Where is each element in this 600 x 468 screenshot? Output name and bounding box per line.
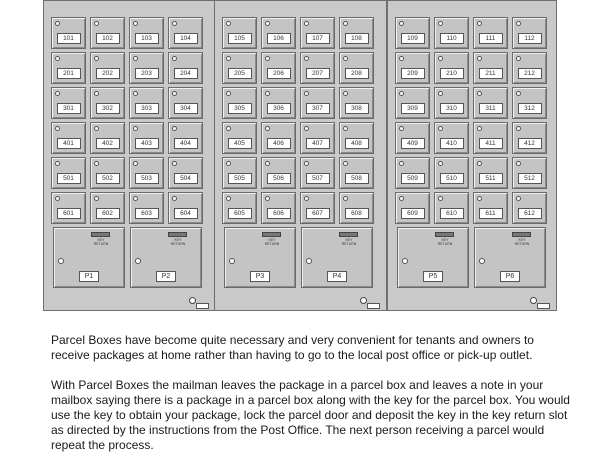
mailbox-door — [300, 87, 335, 119]
parcel-number: P3 — [250, 271, 270, 282]
master-lock-icon — [530, 297, 537, 304]
lock-icon — [226, 56, 231, 61]
mailbox-door — [51, 157, 86, 189]
lock-icon — [304, 21, 309, 26]
mailbox-panel — [214, 0, 387, 311]
mailbox-door — [339, 52, 374, 84]
lock-icon — [516, 126, 521, 131]
mailbox-number: 601 — [57, 208, 81, 219]
lock-icon — [343, 161, 348, 166]
mailbox-number: 308 — [345, 103, 369, 114]
lock-icon — [402, 258, 408, 264]
mailbox-number: 208 — [345, 68, 369, 79]
master-lock-icon — [360, 297, 367, 304]
lock-icon — [172, 21, 177, 26]
lock-icon — [477, 21, 482, 26]
mailbox-door — [222, 157, 257, 189]
lock-icon — [438, 21, 443, 26]
lock-icon — [477, 91, 482, 96]
lock-icon — [438, 126, 443, 131]
parcel-number: P1 — [79, 271, 99, 282]
mailbox-door — [90, 122, 125, 154]
lock-icon — [265, 56, 270, 61]
mailbox-panel — [43, 0, 216, 311]
description — [51, 333, 571, 468]
mailbox-number: 409 — [401, 138, 425, 149]
lock-icon — [516, 21, 521, 26]
key-slot-icon — [339, 232, 358, 237]
mailbox-door — [300, 122, 335, 154]
lock-icon — [477, 161, 482, 166]
lock-icon — [172, 91, 177, 96]
mailbox-door — [512, 157, 547, 189]
mailbox-number: 309 — [401, 103, 425, 114]
lock-icon — [399, 161, 404, 166]
key-return-label: KEY RETURN — [437, 238, 453, 246]
mailbox-number: 101 — [57, 33, 81, 44]
mailbox-number: 311 — [479, 103, 503, 114]
lock-icon — [94, 196, 99, 201]
mailbox-door — [512, 52, 547, 84]
lock-icon — [226, 21, 231, 26]
mailbox-door — [300, 52, 335, 84]
mailbox-door — [129, 157, 164, 189]
lock-icon — [477, 126, 482, 131]
lock-icon — [133, 161, 138, 166]
mailbox-door — [473, 87, 508, 119]
key-slot-icon — [168, 232, 187, 237]
mailbox-number: 212 — [518, 68, 542, 79]
lock-icon — [399, 91, 404, 96]
mailbox-door — [51, 122, 86, 154]
mailbox-number: 111 — [479, 33, 503, 44]
lock-icon — [94, 21, 99, 26]
lock-icon — [172, 161, 177, 166]
lock-icon — [343, 91, 348, 96]
lock-icon — [226, 91, 231, 96]
description-paragraph-1: Parcel Boxes have become quite necessary and very convenient for tenants and owners to receive packages at home rather than having to go to the local post office or pick-up outlet. — [51, 333, 534, 362]
mailbox-number: 502 — [96, 173, 120, 184]
mailbox-number: 301 — [57, 103, 81, 114]
mailbox-number: 602 — [96, 208, 120, 219]
lock-icon — [94, 126, 99, 131]
parcel-number: P4 — [327, 271, 347, 282]
key-return-label: KEY RETURN — [264, 238, 280, 246]
mailbox-number: 611 — [479, 208, 503, 219]
mailbox-door — [339, 157, 374, 189]
mailbox-door — [512, 87, 547, 119]
lock-icon — [55, 126, 60, 131]
parcel-number: P2 — [156, 271, 176, 282]
parcel-locker-door — [53, 227, 125, 288]
mailbox-door — [300, 192, 335, 224]
mailbox-door — [168, 87, 203, 119]
mailbox-door — [168, 157, 203, 189]
description-paragraph-2: With Parcel Boxes the mailman leaves the package in a parcel box and leaves a note in your mailbox saying there is a package in a parcel box along with the key for the parcel box. You would use the key to obtain your package, lock the parcel door and deposit the key in the key return slot as directed by the instructions from the Post Office. The next person receiving a parcel would repeat the process. — [51, 378, 570, 452]
lock-icon — [477, 56, 482, 61]
mailbox-door — [51, 87, 86, 119]
mailbox-number: 412 — [518, 138, 542, 149]
lock-icon — [265, 196, 270, 201]
mailbox-number: 306 — [267, 103, 291, 114]
lock-icon — [172, 126, 177, 131]
mailbox-number: 403 — [135, 138, 159, 149]
lock-icon — [55, 21, 60, 26]
lock-icon — [399, 21, 404, 26]
mailbox-door — [168, 122, 203, 154]
mailbox-door — [434, 87, 469, 119]
mailbox-door — [395, 157, 430, 189]
lock-icon — [94, 161, 99, 166]
panel-tag — [367, 303, 380, 309]
mailbox-door — [395, 87, 430, 119]
mailbox-number: 302 — [96, 103, 120, 114]
mailbox-number: 112 — [518, 33, 542, 44]
mailbox-number: 503 — [135, 173, 159, 184]
mailbox-number: 411 — [479, 138, 503, 149]
mailbox-door — [90, 157, 125, 189]
mailbox-number: 204 — [174, 68, 198, 79]
mailbox-number: 504 — [174, 173, 198, 184]
mailbox-number: 512 — [518, 173, 542, 184]
key-return-label: KEY RETURN — [514, 238, 530, 246]
lock-icon — [438, 56, 443, 61]
mailbox-number: 201 — [57, 68, 81, 79]
master-lock-icon — [189, 297, 196, 304]
mailbox-door — [222, 52, 257, 84]
lock-icon — [172, 196, 177, 201]
mailbox-door — [51, 192, 86, 224]
mailbox-door — [300, 17, 335, 49]
mailbox-door — [261, 17, 296, 49]
mailbox-door — [90, 17, 125, 49]
mailbox-number: 506 — [267, 173, 291, 184]
mailbox-number: 312 — [518, 103, 542, 114]
mailbox-number: 505 — [228, 173, 252, 184]
mailbox-door — [129, 52, 164, 84]
key-return-label: KEY RETURN — [93, 238, 109, 246]
key-slot-icon — [262, 232, 281, 237]
lock-icon — [172, 56, 177, 61]
mailbox-door — [129, 87, 164, 119]
mailbox-door — [261, 87, 296, 119]
mailbox-door — [129, 122, 164, 154]
mailbox-door — [222, 122, 257, 154]
mailbox-number: 203 — [135, 68, 159, 79]
lock-icon — [55, 196, 60, 201]
mailbox-number: 511 — [479, 173, 503, 184]
key-return-label: KEY RETURN — [341, 238, 357, 246]
lock-icon — [304, 91, 309, 96]
mailbox-number: 510 — [440, 173, 464, 184]
mailbox-door — [434, 122, 469, 154]
mailbox-number: 405 — [228, 138, 252, 149]
parcel-locker-door — [130, 227, 202, 288]
lock-icon — [516, 56, 521, 61]
mailbox-door — [473, 157, 508, 189]
mailbox-door — [129, 192, 164, 224]
mailbox-number: 210 — [440, 68, 464, 79]
mailbox-number: 307 — [306, 103, 330, 114]
lock-icon — [265, 126, 270, 131]
mailbox-number: 110 — [440, 33, 464, 44]
mailbox-door — [168, 17, 203, 49]
mailbox-number: 408 — [345, 138, 369, 149]
lock-icon — [516, 91, 521, 96]
mailbox-number: 305 — [228, 103, 252, 114]
mailbox-door — [168, 52, 203, 84]
lock-icon — [438, 196, 443, 201]
mailbox-door — [512, 192, 547, 224]
lock-icon — [55, 161, 60, 166]
lock-icon — [306, 258, 312, 264]
mailbox-door — [129, 17, 164, 49]
mailbox-number: 104 — [174, 33, 198, 44]
lock-icon — [343, 126, 348, 131]
lock-icon — [304, 126, 309, 131]
lock-icon — [226, 196, 231, 201]
key-slot-icon — [512, 232, 531, 237]
mailbox-door — [300, 157, 335, 189]
mailbox-number: 105 — [228, 33, 252, 44]
lock-icon — [343, 21, 348, 26]
lock-icon — [226, 126, 231, 131]
mailbox-number: 107 — [306, 33, 330, 44]
mailbox-number: 303 — [135, 103, 159, 114]
mailbox-number: 406 — [267, 138, 291, 149]
mailbox-door — [90, 52, 125, 84]
lock-icon — [399, 126, 404, 131]
mailbox-number: 205 — [228, 68, 252, 79]
mailbox-number: 304 — [174, 103, 198, 114]
mailbox-number: 103 — [135, 33, 159, 44]
parcel-locker-door — [474, 227, 546, 288]
mailbox-door — [395, 122, 430, 154]
mailbox-number: 609 — [401, 208, 425, 219]
mailbox-door — [434, 192, 469, 224]
mailbox-door — [222, 17, 257, 49]
mailbox-number: 410 — [440, 138, 464, 149]
lock-icon — [133, 56, 138, 61]
mailbox-door — [222, 192, 257, 224]
mailbox-door — [395, 192, 430, 224]
mailbox-number: 603 — [135, 208, 159, 219]
mailbox-number: 108 — [345, 33, 369, 44]
lock-icon — [55, 56, 60, 61]
mailbox-number: 610 — [440, 208, 464, 219]
lock-icon — [265, 91, 270, 96]
mailbox-door — [339, 122, 374, 154]
lock-icon — [133, 21, 138, 26]
parcel-number: P5 — [423, 271, 443, 282]
mailbox-door — [434, 52, 469, 84]
lock-icon — [304, 196, 309, 201]
mailbox-door — [222, 87, 257, 119]
mailbox-door — [261, 122, 296, 154]
mailbox-number: 206 — [267, 68, 291, 79]
lock-icon — [265, 21, 270, 26]
mailbox-number: 507 — [306, 173, 330, 184]
mailbox-number: 606 — [267, 208, 291, 219]
lock-icon — [438, 161, 443, 166]
mailbox-number: 607 — [306, 208, 330, 219]
lock-icon — [133, 196, 138, 201]
mailbox-door — [90, 192, 125, 224]
mailbox-door — [339, 192, 374, 224]
mailbox-door — [51, 52, 86, 84]
parcel-locker-door — [301, 227, 373, 288]
mailbox-door — [261, 192, 296, 224]
lock-icon — [133, 126, 138, 131]
mailbox-door — [395, 17, 430, 49]
mailbox-door — [473, 17, 508, 49]
lock-icon — [55, 91, 60, 96]
lock-icon — [94, 56, 99, 61]
lock-icon — [479, 258, 485, 264]
lock-icon — [135, 258, 141, 264]
panel-tag — [537, 303, 550, 309]
mailbox-door — [434, 157, 469, 189]
mailbox-number: 402 — [96, 138, 120, 149]
panel-tag — [196, 303, 209, 309]
lock-icon — [304, 56, 309, 61]
lock-icon — [229, 258, 235, 264]
key-slot-icon — [435, 232, 454, 237]
mailbox-number: 407 — [306, 138, 330, 149]
mailbox-door — [90, 87, 125, 119]
lock-icon — [94, 91, 99, 96]
lock-icon — [343, 56, 348, 61]
lock-icon — [516, 161, 521, 166]
mailbox-number: 501 — [57, 173, 81, 184]
lock-icon — [399, 196, 404, 201]
mailbox-number: 612 — [518, 208, 542, 219]
mailbox-number: 509 — [401, 173, 425, 184]
mailbox-door — [339, 87, 374, 119]
mailbox-number: 401 — [57, 138, 81, 149]
mailbox-door — [512, 122, 547, 154]
lock-icon — [226, 161, 231, 166]
mailbox-number: 106 — [267, 33, 291, 44]
lock-icon — [265, 161, 270, 166]
mailbox-number: 207 — [306, 68, 330, 79]
mailbox-number: 508 — [345, 173, 369, 184]
mailbox-number: 109 — [401, 33, 425, 44]
mailbox-door — [473, 192, 508, 224]
mailbox-door — [473, 52, 508, 84]
mailbox-door — [168, 192, 203, 224]
parcel-locker-door — [224, 227, 296, 288]
lock-icon — [304, 161, 309, 166]
parcel-locker-door — [397, 227, 469, 288]
mailbox-number: 310 — [440, 103, 464, 114]
mailbox-door — [339, 17, 374, 49]
mailbox-door — [395, 52, 430, 84]
mailbox-number: 209 — [401, 68, 425, 79]
lock-icon — [58, 258, 64, 264]
mailbox-number: 211 — [479, 68, 503, 79]
mailbox-panel — [387, 0, 557, 311]
mailbox-door — [51, 17, 86, 49]
lock-icon — [343, 196, 348, 201]
lock-icon — [438, 91, 443, 96]
key-return-label: KEY RETURN — [170, 238, 186, 246]
mailbox-door — [473, 122, 508, 154]
mailbox-number: 202 — [96, 68, 120, 79]
mailbox-number: 604 — [174, 208, 198, 219]
key-slot-icon — [91, 232, 110, 237]
lock-icon — [516, 196, 521, 201]
mailbox-door — [261, 52, 296, 84]
mailbox-number: 404 — [174, 138, 198, 149]
mailbox-number: 608 — [345, 208, 369, 219]
parcel-number: P6 — [500, 271, 520, 282]
mailbox-number: 102 — [96, 33, 120, 44]
mailbox-number: 605 — [228, 208, 252, 219]
mailbox-door — [434, 17, 469, 49]
lock-icon — [399, 56, 404, 61]
mailbox-door — [261, 157, 296, 189]
lock-icon — [477, 196, 482, 201]
mailbox-door — [512, 17, 547, 49]
lock-icon — [133, 91, 138, 96]
